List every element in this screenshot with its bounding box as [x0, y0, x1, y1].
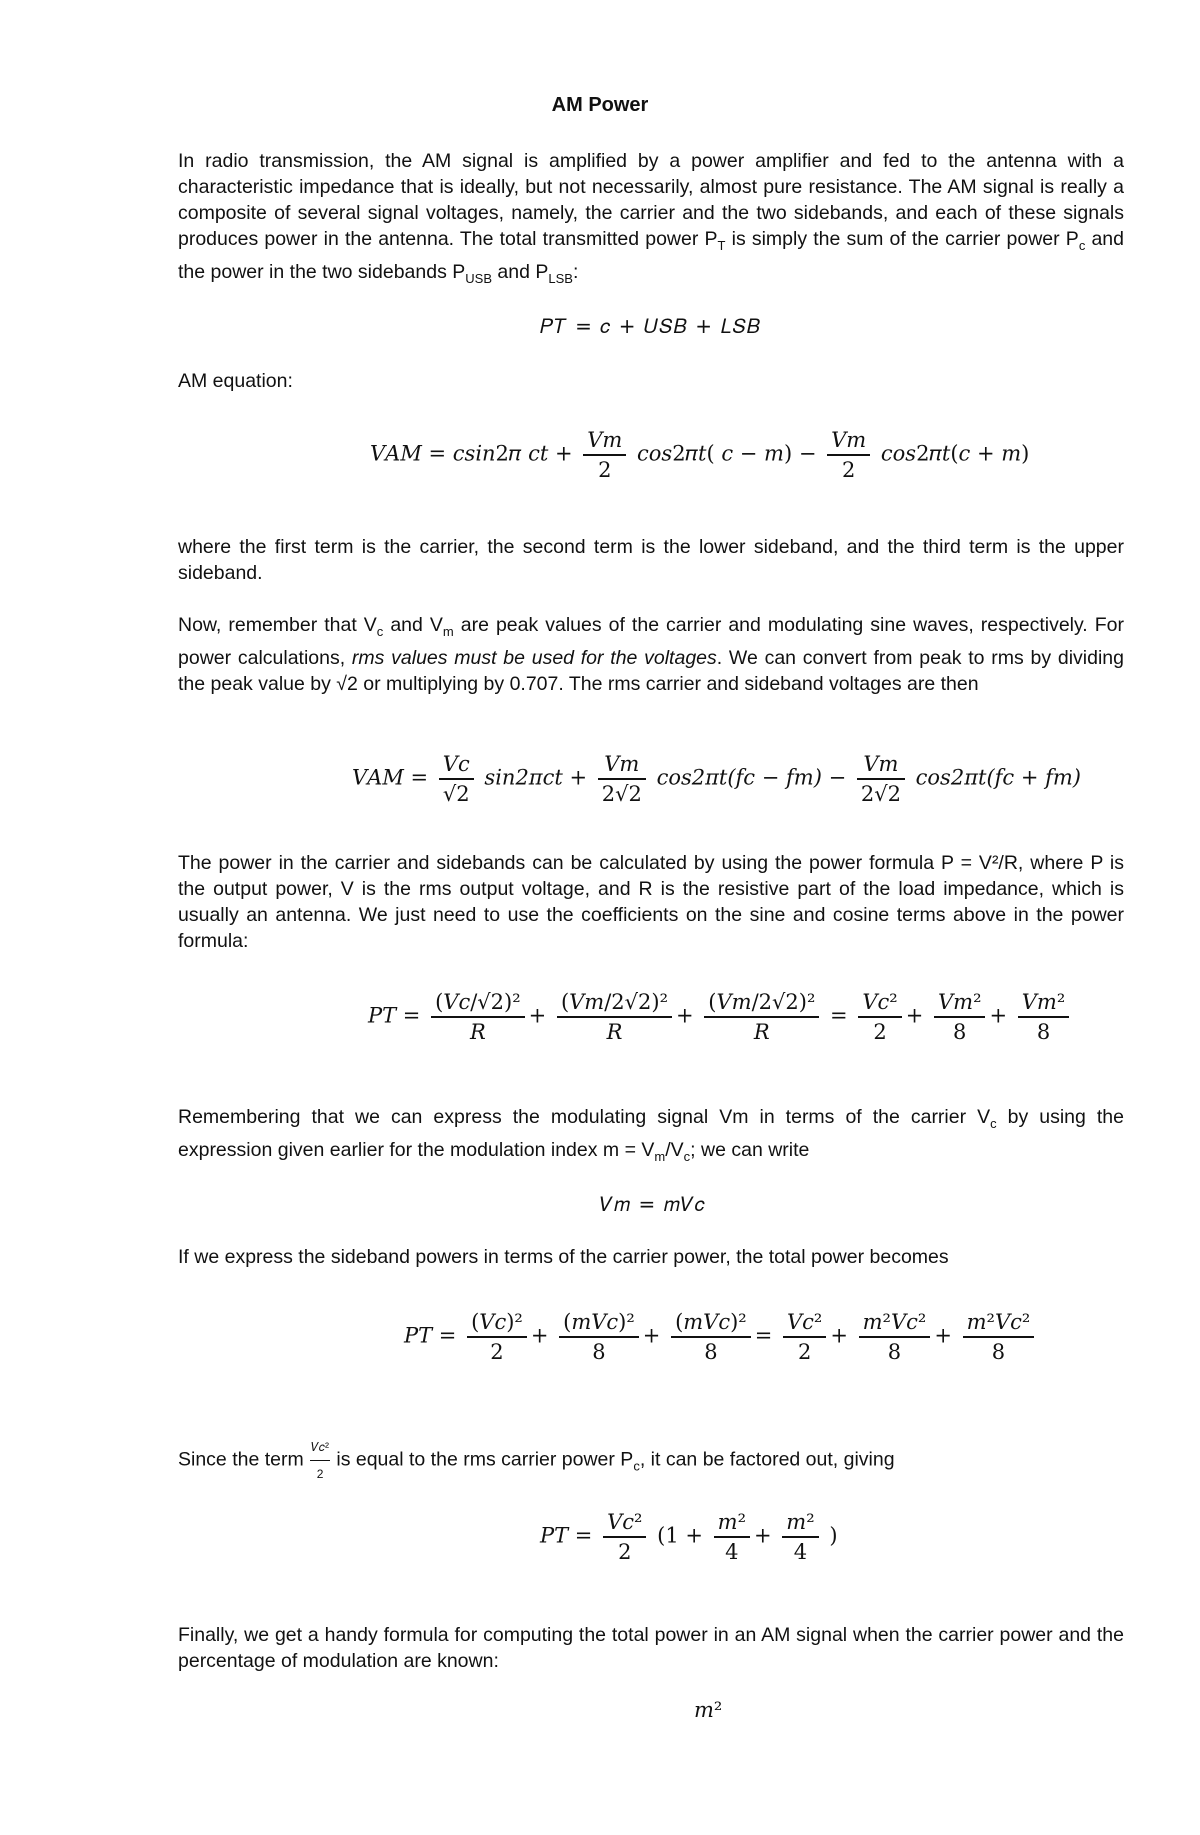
fraction: $\frac{\text{(𝑚𝑉𝑐)²}}{8}$ [559, 1310, 639, 1364]
sideband-power-paragraph: If we express the sideband powers in terms of the carrier power, the total power becomes [178, 1246, 949, 1268]
factor-out-paragraph: Since the term $\frac{\text{𝑉𝑐²}}{2}$ is equal to the rms carrier power $P_c$, it can be factored out, giving [178, 1434, 1124, 1487]
modulation-index-paragraph: Remembering that we can express the modulating signal Vm in terms of the carrier $V_c$ by using the expression given earlier for the modulation index $m = V_m/V_c$; we can write [178, 1106, 1124, 1164]
fraction: $\frac{\text{𝑉𝑚}}{2}$ [827, 428, 870, 482]
intro-paragraph: In radio transmission, the AM signal is amplified by a power amplifier and fed to the antenna with a characteristic impedance that is ideally, but not necessarily, almost pure resistance. The AM signal is really a composite of several signal voltages, namely, the carrier and the two sidebands, and each of these signals produces power in the antenna. The total transmitted power $P_T$ is simply the sum of the carrier power $P_c$ and the power in the two sidebands $P_{USB}$ and $P_{LSB}$: [178, 150, 1124, 286]
fraction: $\frac{\text{𝑉𝑐²}}{2}$ [603, 1510, 646, 1564]
fraction: $\frac{\text{𝑚²}}{4}$ [782, 1510, 818, 1564]
factored-power-equation: 𝑃𝑇 = $\frac{\text{𝑉𝑐²}}{2}$ (1 + $\frac{\text{𝑚²}}{4}$ + $\frac{\text{𝑚²}}{4}$ ) [540, 1510, 838, 1564]
fraction: $\frac{\text{𝑉𝑐}}{√2}$ [439, 752, 474, 806]
fraction: $\frac{\text{(𝑉𝑐)²}}{2}$ [467, 1310, 527, 1364]
total-power-expansion-equation: 𝑃𝑇 = $\frac{\text{(𝑉𝑐)²}}{2}$ + $\frac{\text{(𝑚𝑉𝑐)²}}{8}$ + $\frac{\text{(𝑚𝑉𝑐)²}}{8}$ = $\frac{\text{𝑉𝑐²}}{2}$ + $\frac{\text{𝑚²𝑉𝑐²}}{8}$ + $\frac{\text{𝑚²𝑉𝑐²}}{8}$ [404, 1310, 1038, 1364]
final-formula-fragment: 𝑚² [694, 1698, 723, 1722]
rms-paragraph: Now, remember that $V_c$ and $V_m$ are peak values of the carrier and modulating sine waves, respectively. For power calculations, rms values must be used for the voltages. We can convert from peak to rms by dividing the peak value by √2 or multiplying by 0.707. The rms carrier and sideband voltages are then [178, 614, 1124, 695]
fraction: $\frac{\text{𝑉𝑚²}}{8}$ [1018, 990, 1070, 1044]
fraction: $\frac{\text{𝑉𝑐²}}{2}$ [858, 990, 901, 1044]
final-formula-paragraph: Finally, we get a handy formula for computing the total power in an AM signal when the carrier power and the percentage of modulation are known: [178, 1624, 1124, 1672]
fraction: $\frac{\text{𝑉𝑚}}{2√2}$ [598, 752, 646, 806]
power-formula-paragraph: The power in the carrier and sidebands can be calculated by using the power formula P = V²/R, where P is the output power, V is the rms output voltage, and R is the resistive part of the load impedance, which is usually an antenna. We just need to use the coefficients on the sine and cosine terms above in the power formula: [178, 852, 1124, 952]
fraction: $\frac{\text{𝑚²}}{4}$ [714, 1510, 750, 1564]
modulating-voltage-equation: 𝑉𝑚 = 𝑚𝑉𝑐 [600, 1192, 706, 1216]
fraction: $\frac{\text{(𝑉𝑐/√2)²}}{\text{𝑅}}$ [431, 990, 525, 1044]
fraction: $\frac{\text{𝑚²𝑉𝑐²}}{8}$ [859, 1310, 931, 1364]
fraction: $\frac{\text{𝑉𝑚}}{2√2}$ [857, 752, 905, 806]
am-equation: 𝑉𝐴𝑀 = 𝑐𝑠𝑖𝑛2𝜋 𝑐𝑡 + $\frac{\text{𝑉𝑚}}{2}$ 𝑐𝑜𝑠2𝜋𝑡( 𝑐 − 𝑚) − $\frac{\text{𝑉𝑚}}{2}$ 𝑐𝑜𝑠2𝜋𝑡(𝑐 + 𝑚) [370, 428, 1030, 482]
am-equation-label: AM equation: [178, 370, 293, 392]
inline-fraction: $\frac{\text{𝑉𝑐²}}{2}$ [310, 1434, 330, 1487]
rms-voltage-equation: 𝑉𝐴𝑀 = $\frac{\text{𝑉𝑐}}{√2}$ 𝑠𝑖𝑛2𝜋𝑐𝑡 + $\frac{\text{𝑉𝑚}}{2√2}$ 𝑐𝑜𝑠2𝜋𝑡(𝑓𝑐 − 𝑓𝑚) − $\frac{\text{𝑉𝑚}}{2√2}$ 𝑐𝑜𝑠2𝜋𝑡(𝑓𝑐 + 𝑓𝑚) [352, 752, 1081, 806]
fraction: $\frac{\text{(𝑉𝑚/2√2)²}}{\text{𝑅}}$ [557, 990, 672, 1044]
sideband-explanation-paragraph: where the first term is the carrier, the second term is the lower sideband, and the third term is the upper sideband. [178, 536, 1124, 584]
power-coefficient-equation: 𝑃𝑇 = $\frac{\text{(𝑉𝑐/√2)²}}{\text{𝑅}}$ + $\frac{\text{(𝑉𝑚/2√2)²}}{\text{𝑅}}$ + $\frac{\text{(𝑉𝑚/2√2)²}}{\text{𝑅}}$ = $\frac{\text{𝑉𝑐²}}{2}$ + $\frac{\text{𝑉𝑚²}}{8}$ + $\frac{\text{𝑉𝑚²}}{8}$ [368, 990, 1073, 1044]
fraction: $\frac{\text{𝑉𝑐²}}{2}$ [783, 1310, 826, 1364]
page-title: AM Power [551, 94, 649, 116]
fraction: $\frac{\text{(𝑉𝑚/2√2)²}}{\text{𝑅}}$ [704, 990, 819, 1044]
total-power-equation: 𝑃𝑇 = 𝑐 + 𝑈𝑆𝐵 + 𝐿𝑆𝐵 [540, 314, 762, 338]
fraction: $\frac{\text{(𝑚𝑉𝑐)²}}{8}$ [671, 1310, 751, 1364]
fraction: $\frac{\text{𝑉𝑚²}}{8}$ [934, 990, 986, 1044]
fraction: $\frac{\text{𝑚²𝑉𝑐²}}{8}$ [963, 1310, 1035, 1364]
fraction: $\frac{\text{𝑉𝑚}}{2}$ [583, 428, 626, 482]
